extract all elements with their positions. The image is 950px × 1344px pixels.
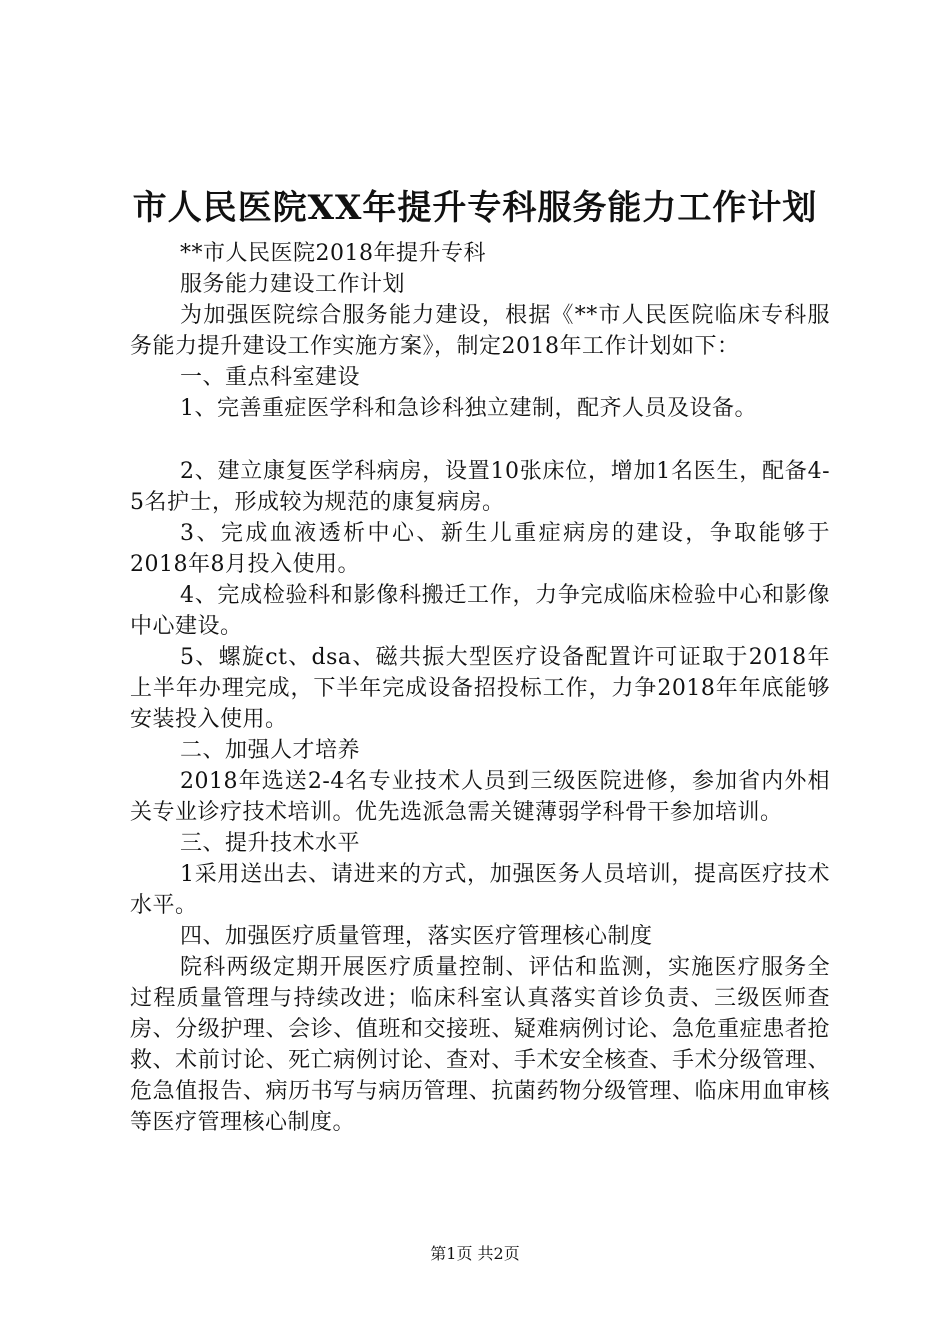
item-5: 5、螺旋ct、dsa、磁共振大型医疗设备配置许可证取于2018年上半年办理完成，下半年完成设备招投标工作，力争2018年年底能够安装投入使用。 <box>130 645 830 732</box>
quality-paragraph: 院科两级定期开展医疗质量控制、评估和监测，实施医疗服务全过程质量管理与持续改进；临床科室认真落实首诊负责、三级医师查房、分级护理、会诊、值班和交接班、疑难病例讨论、急危重症患者抢救、术前讨论、死亡病例讨论、查对、手术安全核查、手术分级管理、危急值报告、病历书写与病历管理、抗菌药物分级管理、临床用血审核等医疗管理核心制度。 <box>130 955 830 1135</box>
page-footer: 第1页 共2页 <box>430 1244 520 1263</box>
talent-paragraph: 2018年选送2-4名专业技术人员到三级医院进修，参加省内外相关专业诊疗技术培训。优先选派急需关键薄弱学科骨干参加培训。 <box>130 769 830 825</box>
section-heading-4: 四、加强医疗质量管理，落实医疗管理核心制度 <box>180 924 653 949</box>
item-1: 1、完善重症医学科和急诊科独立建制，配齐人员及设备。 <box>180 396 757 421</box>
item-3: 3、完成血液透析中心、新生儿重症病房的建设，争取能够于2018年8月投入使用。 <box>130 521 830 577</box>
item-4: 4、完成检验科和影像科搬迁工作，力争完成临床检验中心和影像中心建设。 <box>130 583 830 639</box>
section-heading-1: 一、重点科室建设 <box>180 365 361 390</box>
section-heading-3: 三、提升技术水平 <box>180 831 361 856</box>
document-body <box>130 238 830 1138</box>
subtitle-line-2: 服务能力建设工作计划 <box>180 272 406 297</box>
section-heading-2: 二、加强人才培养 <box>180 738 361 763</box>
subtitle-line-1: **市人民医院2018年提升专科 <box>180 241 486 266</box>
blank-line <box>130 424 830 456</box>
item-2: 2、建立康复医学科病房，设置10张床位，增加1名医生，配备4-5名护士，形成较为规范的康复病房。 <box>130 459 830 515</box>
tech-paragraph: 1采用送出去、请进来的方式，加强医务人员培训，提高医疗技术水平。 <box>130 862 830 918</box>
intro-paragraph: 为加强医院综合服务能力建设，根据《**市人民医院临床专科服务能力提升建设工作实施方案》，制定2018年工作计划如下： <box>130 303 830 359</box>
document-title: 市人民医院XX年提升专科服务能力工作计划 <box>132 188 818 228</box>
